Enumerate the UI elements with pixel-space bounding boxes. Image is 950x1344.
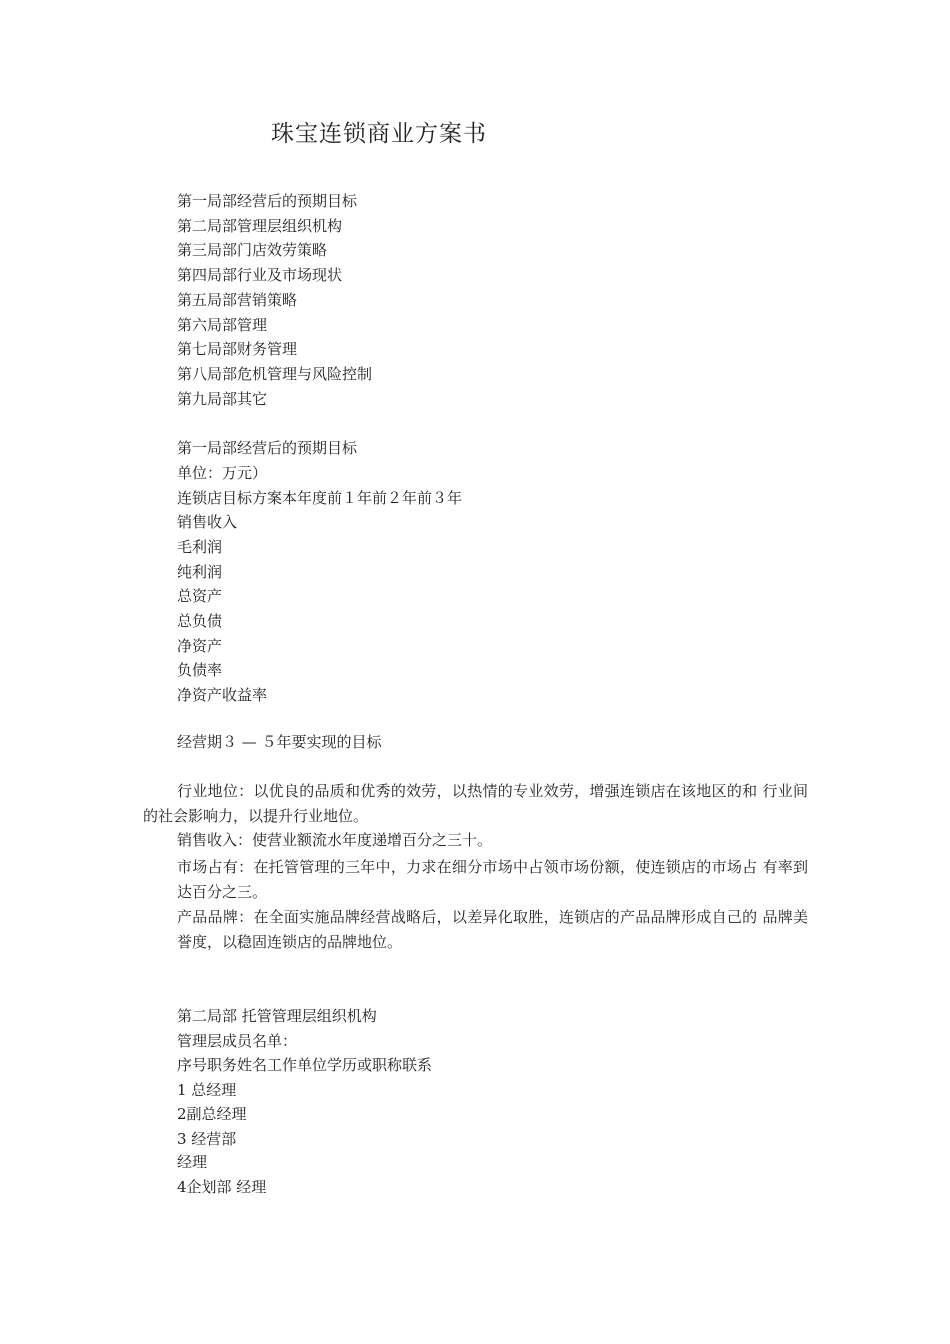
table-row: 毛利润 [177,538,223,556]
unit-label: 单位：万元） [177,464,268,482]
table-row: 经理 [177,1153,208,1171]
toc-item: 第九局部其它 [177,390,268,408]
toc-item: 第三局部门店效劳策略 [177,241,328,259]
toc-item: 第六局部管理 [177,316,268,334]
table-header: 连锁店目标方案本年度前１年前２年前３年 [177,489,463,507]
industry-paragraph: 行业地位：以优良的品质和优秀的效劳，以热情的专业效劳，增强连锁店在该地区的和 行业间的社会影响力，以提升行业地位。 [143,782,808,825]
list-title: 管理层成员名单： [177,1032,298,1050]
sales-paragraph: 销售收入：使营业额流水年度递增百分之三十。 [177,831,493,849]
brand-paragraph: 产品品牌：在全面实施品牌经营战略后，以差异化取胜，连锁店的产品品牌形成自己的 品牌美誉度，以稳固连锁店的品牌地位。 [177,908,808,951]
table-header: 序号职务姓名工作单位学历或职称联系 [177,1056,433,1074]
table-row: 4企划部 经理 [177,1178,267,1196]
table-row: 3 经营部 [177,1130,237,1148]
section-heading: 第二局部 托管管理层组织机构 [177,1007,377,1025]
toc-item: 第一局部经营后的预期目标 [177,192,358,210]
table-row: 净资产 [177,637,223,655]
toc-item: 第五局部营销策略 [177,291,298,309]
market-paragraph: 市场占有：在托管管理的三年中，力求在细分市场中占领市场份额，使连锁店的市场占 有率到达百分之三。 [177,858,808,901]
table-row: 净资产收益率 [177,686,268,704]
table-row: 1 总经理 [177,1081,237,1099]
toc-item: 第八局部危机管理与风险控制 [177,365,373,383]
table-row: 负债率 [177,661,223,679]
table-row: 总负债 [177,612,223,630]
document-title: 珠宝连锁商业方案书 [271,121,487,147]
table-row: 销售收入 [177,513,238,531]
toc-item: 第四局部行业及市场现状 [177,266,343,284]
section-heading: 第一局部经营后的预期目标 [177,439,358,457]
table-row: 2副总经理 [177,1105,247,1123]
table-row: 纯利润 [177,563,223,581]
table-row: 总资产 [177,587,223,605]
goal-heading: 经营期３ — ５年要实现的目标 [177,733,382,751]
toc-item: 第二局部管理层组织机构 [177,217,343,235]
toc-item: 第七局部财务管理 [177,340,298,358]
